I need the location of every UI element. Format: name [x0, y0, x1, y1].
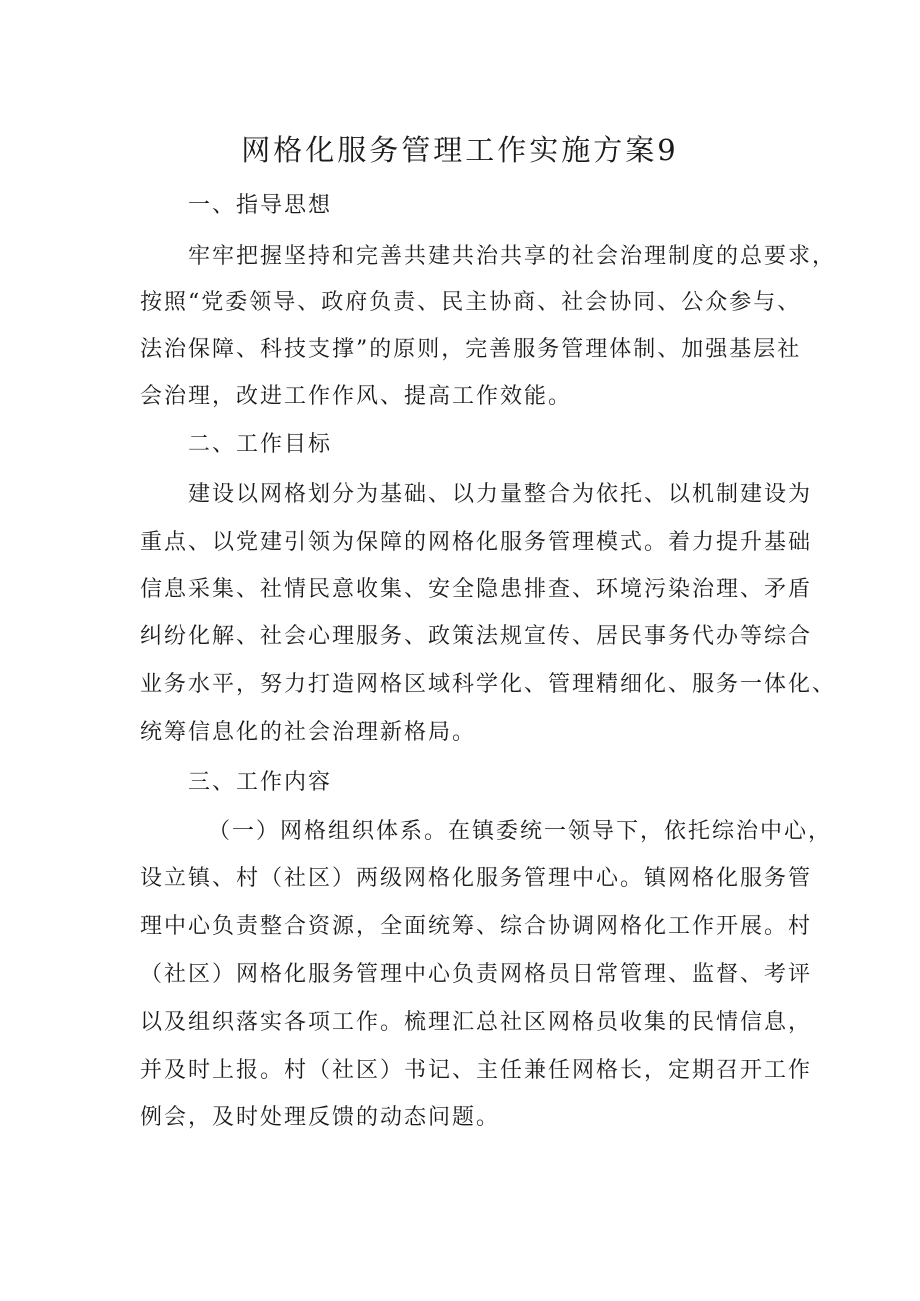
paragraph-line: 并及时上报。村（社区）书记、主任兼任网格长，定期召开工作 [140, 1058, 813, 1083]
paragraph-line: 信息采集、社情民意收集、安全隐患排查、环境污染治理、矛盾 [140, 577, 813, 602]
paragraph-line: 牢牢把握坚持和完善共建共治共享的社会治理制度的总要求， [188, 244, 837, 269]
paragraph-line: （社区）网格化服务管理中心负责网格员日常管理、监督、考评 [140, 962, 813, 987]
paragraph-line: 按照“党委领导、政府负责、民主协商、社会协同、公众参与、 [140, 290, 802, 315]
paragraph-line: 建设以网格划分为基础、以力量整合为依托、以机制建设为 [188, 482, 813, 507]
document-title: 网格化服务管理工作实施方案9 [241, 133, 679, 167]
paragraph-line: 纠纷化解、社会心理服务、政策法规宣传、居民事务代办等综合 [140, 624, 813, 649]
paragraph-line: （一）网格组织体系。在镇委统一领导下，依托综治中心， [208, 819, 833, 844]
section-heading-work-goals: 二、工作目标 [188, 432, 333, 457]
paragraph-line: 重点、以党建引领为保障的网格化服务管理模式。着力提升基础 [140, 530, 813, 555]
paragraph-line: 设立镇、村（社区）两级网格化服务管理中心。镇网格化服务管 [140, 866, 813, 891]
paragraph-line: 业务水平，努力打造网格区域科学化、管理精细化、服务一体化、 [140, 672, 837, 697]
section-heading-work-content: 三、工作内容 [188, 770, 333, 795]
section-heading-guiding-ideology: 一、指导思想 [188, 193, 333, 218]
paragraph-line: 例会，及时处理反馈的动态问题。 [140, 1105, 501, 1130]
paragraph-line: 会治理，改进工作作风、提高工作效能。 [140, 384, 573, 409]
paragraph-line: 法治保障、科技支撑”的原则，完善服务管理体制、加强基层社 [140, 337, 802, 362]
paragraph-line: 以及组织落实各项工作。梳理汇总社区网格员收集的民情信息， [140, 1010, 813, 1035]
paragraph-line: 理中心负责整合资源，全面统筹、综合协调网格化工作开展。村 [140, 914, 813, 939]
paragraph-line: 统筹信息化的社会治理新格局。 [140, 720, 477, 745]
